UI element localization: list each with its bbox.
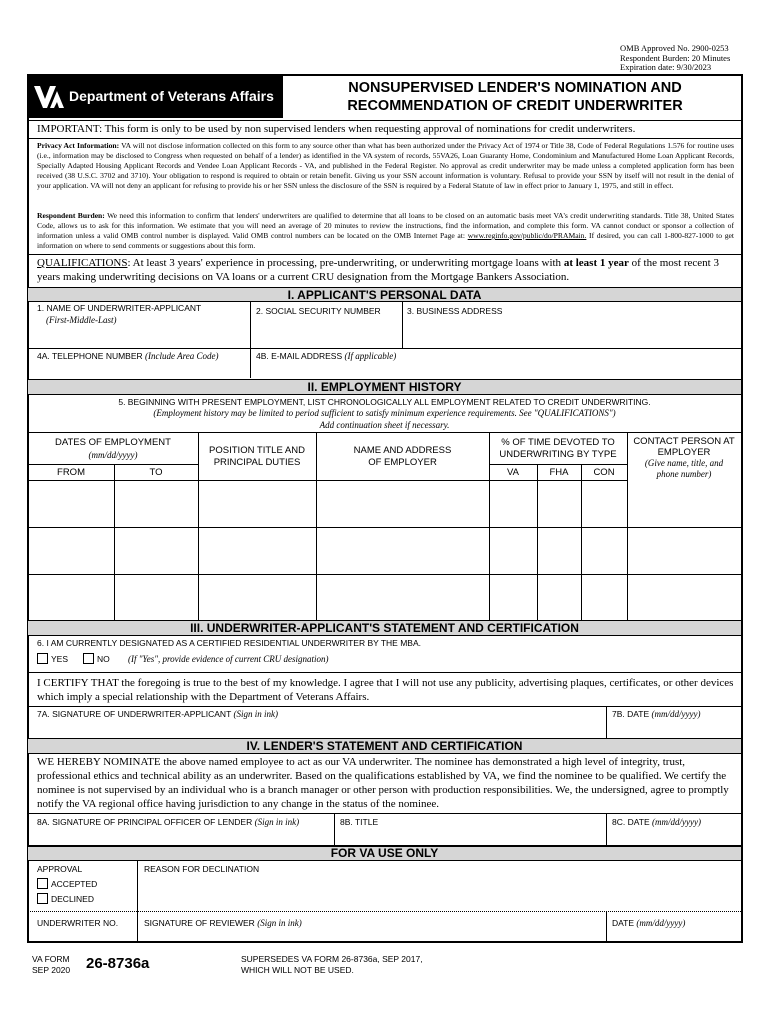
accepted-label: ACCEPTED bbox=[51, 879, 98, 889]
burden-heading: Respondent Burden: bbox=[37, 211, 105, 220]
form-title bbox=[290, 79, 740, 115]
applicant-date-field[interactable] bbox=[608, 720, 739, 736]
section1-title: I. APPLICANT'S PERSONAL DATA bbox=[287, 288, 482, 302]
business-address-label: 3. BUSINESS ADDRESS bbox=[407, 306, 503, 316]
lender-date-field[interactable] bbox=[608, 828, 739, 844]
reviewer-date-label: DATE (mm/dd/yyyy) bbox=[612, 918, 686, 928]
lender-signature-label: 8A. SIGNATURE OF PRINCIPAL OFFICER OF LENDER (Sign in ink) bbox=[37, 817, 300, 827]
privacy-heading: Privacy Act Information: bbox=[37, 141, 120, 150]
cru-hint: (If "Yes", provide evidence of current CRU designation) bbox=[128, 654, 329, 664]
email-label: 4B. E-MAIL ADDRESS (If applicable) bbox=[256, 351, 397, 361]
telephone-label: 4A. TELEPHONE NUMBER (Include Area Code) bbox=[37, 351, 219, 361]
declination-reason-field[interactable] bbox=[139, 875, 739, 909]
omb-expiration: Expiration date: 9/30/2023 bbox=[620, 62, 712, 72]
employment-row[interactable] bbox=[29, 576, 739, 619]
ssn-input[interactable] bbox=[252, 318, 400, 346]
contact-header: CONTACT PERSON AT EMPLOYER (Give name, title, and phone number) bbox=[633, 436, 735, 479]
section4-title: IV. LENDER'S STATEMENT AND CERTIFICATION bbox=[246, 739, 523, 753]
applicant-signature-label: 7A. SIGNATURE OF UNDERWRITER-APPLICANT (Sign in ink) bbox=[37, 709, 278, 719]
lender-certification: WE HEREBY NOMINATE the above named employee to act as our VA underwriter. The nominee has demonstrated a high level of integrity, trust, professional ethics and technical ability as an underwriter. Based on the qualifications established by VA, we find the nominee to be qualified. We certify the nominee is not supervised by an individual who is a branch manager or other person with production responsibilities. We, the undersigned, agree to promptly notify the VA regional office having jurisdiction to any change in the status of the nominee. bbox=[37, 756, 729, 810]
employment-note2: Add continuation sheet if necessary. bbox=[319, 420, 450, 430]
omb-burden: Respondent Burden: 20 Minutes bbox=[620, 52, 731, 63]
qualifications-bold: at least 1 year bbox=[563, 257, 629, 269]
name-field-label: 1. NAME OF UNDERWRITER-APPLICANT bbox=[37, 303, 202, 313]
declined-label: DECLINED bbox=[51, 894, 94, 904]
form-number: 26-8736a bbox=[86, 955, 150, 972]
to-header: TO bbox=[149, 467, 163, 478]
footer-form-label: VA FORM SEP 2020 bbox=[32, 954, 71, 975]
business-address-input[interactable] bbox=[404, 318, 739, 346]
email-input[interactable] bbox=[252, 362, 738, 376]
privacy-text: VA will not disclose information collected on this form to any source other than what has been authorized under the Privacy Act of 1974 or Title 38, Code of Federal Regulations 1.576 for routine uses (i.e., information may be disclosed to Congress when requested on behalf of a lender) as identified in the VA system of records, 55VA26, Loan Guaranty Home, Condominium and Manufactured Home Loan Applicant Records, Specially Adapted Housing Applicant Records and Vendee Loan Applicant Records - VA, and published in the Federal Register. No approval as credit underwriter may be made unless a completed application form has been received (38 U.S.C. 3702 and 3710). Your obligation to respond is required to obtain or retain benefit. Giving us your SSN account information is voluntary. Refusal to provide your SSN by itself will not result in the denial of your application. VA will not deny an applicant for refusing to provide his or her SSN unless the disclosure of the SSN is required by a Federal Statute of law in effect prior to January 1, 1975, and still in effect. bbox=[37, 141, 735, 190]
name-field-hint: (First-Middle-Last) bbox=[46, 315, 117, 325]
va-use-title: FOR VA USE ONLY bbox=[330, 846, 439, 860]
lender-signature-field[interactable] bbox=[30, 828, 332, 844]
no-checkbox[interactable] bbox=[83, 653, 94, 664]
dates-hint: (mm/dd/yyyy) bbox=[88, 450, 138, 460]
employer-header: NAME AND ADDRESS OF EMPLOYER bbox=[353, 445, 452, 468]
declination-reason-label: REASON FOR DECLINATION bbox=[144, 864, 260, 874]
omb-approved: OMB Approved No. 2900-0253 bbox=[620, 43, 729, 53]
telephone-input[interactable] bbox=[30, 362, 248, 376]
fha-header: FHA bbox=[549, 467, 569, 478]
reviewer-date-field[interactable] bbox=[608, 928, 739, 940]
cru-question: 6. I AM CURRENTLY DESIGNATED AS A CERTIFIED RESIDENTIAL UNDERWRITER BY THE MBA. bbox=[37, 638, 421, 648]
dates-header: DATES OF EMPLOYMENT bbox=[55, 437, 171, 448]
employment-note1: (Employment history may be limited to period sufficient to satisfy minimum experience requirements. See "QUALIFICATIONS") bbox=[153, 408, 616, 418]
lender-title-field[interactable] bbox=[336, 828, 604, 844]
employment-instructions: 5. BEGINNING WITH PRESENT EMPLOYMENT, LIST CHRONOLOGICALLY ALL EMPLOYMENT RELATED TO CREDIT UNDERWRITING. bbox=[118, 397, 651, 407]
position-header: POSITION TITLE AND PRINCIPAL DUTIES bbox=[209, 445, 305, 468]
omb-info bbox=[620, 44, 730, 73]
lender-date-label: 8C. DATE (mm/dd/yyyy) bbox=[612, 817, 701, 827]
section2-title: II. EMPLOYMENT HISTORY bbox=[307, 380, 462, 394]
yes-label: YES bbox=[51, 654, 69, 664]
accepted-checkbox[interactable] bbox=[37, 878, 48, 889]
va-banner bbox=[29, 76, 283, 118]
lender-title-label: 8B. TITLE bbox=[340, 817, 379, 827]
omb-link[interactable]: www.reginfo.gov/public/do/PRAMain. bbox=[467, 231, 587, 240]
respondent-burden bbox=[37, 211, 734, 251]
from-header: FROM bbox=[57, 467, 85, 478]
form-title-line2: RECOMMENDATION OF CREDIT UNDERWRITER bbox=[347, 98, 683, 114]
agency-name: Department of Veterans Affairs bbox=[69, 88, 274, 104]
va-header: VA bbox=[507, 467, 519, 478]
applicant-certification: I CERTIFY THAT the foregoing is true to the best of my knowledge. I agree that I will not use any publicity, advertising plaques, certificates, or other devices which imply a special relationship with the Department of Veterans Affairs. bbox=[37, 677, 734, 703]
applicant-signature-field[interactable] bbox=[30, 720, 604, 736]
percent-header: % OF TIME DEVOTED TO UNDERWRITING BY TYPE bbox=[499, 437, 617, 460]
qualifications bbox=[37, 256, 737, 284]
supersedes-note: SUPERSEDES VA FORM 26-8736a, SEP 2017, WHICH WILL NOT BE USED. bbox=[241, 954, 423, 975]
applicant-date-label: 7B. DATE (mm/dd/yyyy) bbox=[612, 709, 701, 719]
burden-tail: If desired, you can call 1-800-827-1000 to get information on where to send comments or suggestions about this form. bbox=[37, 231, 734, 250]
qualifications-label: QUALIFICATIONS bbox=[37, 257, 128, 269]
burden-text: We need this information to confirm that lenders' underwriters are qualified to determine that all loans to be closed on an automatic basis meet VA's credit underwriting standards. Title 38, United States Code, allows us to ask for this information. We estimate that you will need an average of 20 minutes to review the instructions, find the information, and complete this form. VA cannot conduct or sponsor a collection of information unless a valid OMB control number is displayed. Valid OMB control numbers can be located on the OMB Internet Page at: bbox=[37, 211, 734, 240]
underwriter-no-field[interactable] bbox=[30, 928, 135, 940]
qualifications-text2: of the most recent 3 years making underwriting decisions on VA loans or a current CRU designation from the Mortgage Bankers Association. bbox=[37, 257, 719, 283]
important-notice: IMPORTANT: This form is only to be used by non supervised lenders when requesting approval of nominations for credit underwriters. bbox=[37, 123, 636, 135]
va-logo-icon bbox=[33, 83, 65, 111]
privacy-act bbox=[37, 141, 734, 191]
no-label: NO bbox=[97, 654, 110, 664]
underwriter-no-label: UNDERWRITER NO. bbox=[37, 918, 119, 928]
applicant-name-input[interactable] bbox=[30, 326, 248, 346]
qualifications-text1: : At least 3 years' experience in processing, pre-underwriting, or underwriting mortgage loans with bbox=[127, 257, 564, 269]
declined-checkbox[interactable] bbox=[37, 893, 48, 904]
employment-row[interactable] bbox=[29, 482, 739, 526]
reviewer-signature-label: SIGNATURE OF REVIEWER (Sign in ink) bbox=[144, 918, 302, 928]
approval-label: APPROVAL bbox=[37, 864, 83, 874]
form-title-line1: NONSUPERVISED LENDER'S NOMINATION AND bbox=[348, 80, 682, 96]
reviewer-signature-field[interactable] bbox=[139, 928, 604, 940]
ssn-field-label: 2. SOCIAL SECURITY NUMBER bbox=[256, 306, 381, 316]
section3-title: III. UNDERWRITER-APPLICANT'S STATEMENT AND CERTIFICATION bbox=[190, 621, 579, 635]
employment-row[interactable] bbox=[29, 529, 739, 573]
yes-checkbox[interactable] bbox=[37, 653, 48, 664]
con-header: CON bbox=[593, 467, 615, 478]
